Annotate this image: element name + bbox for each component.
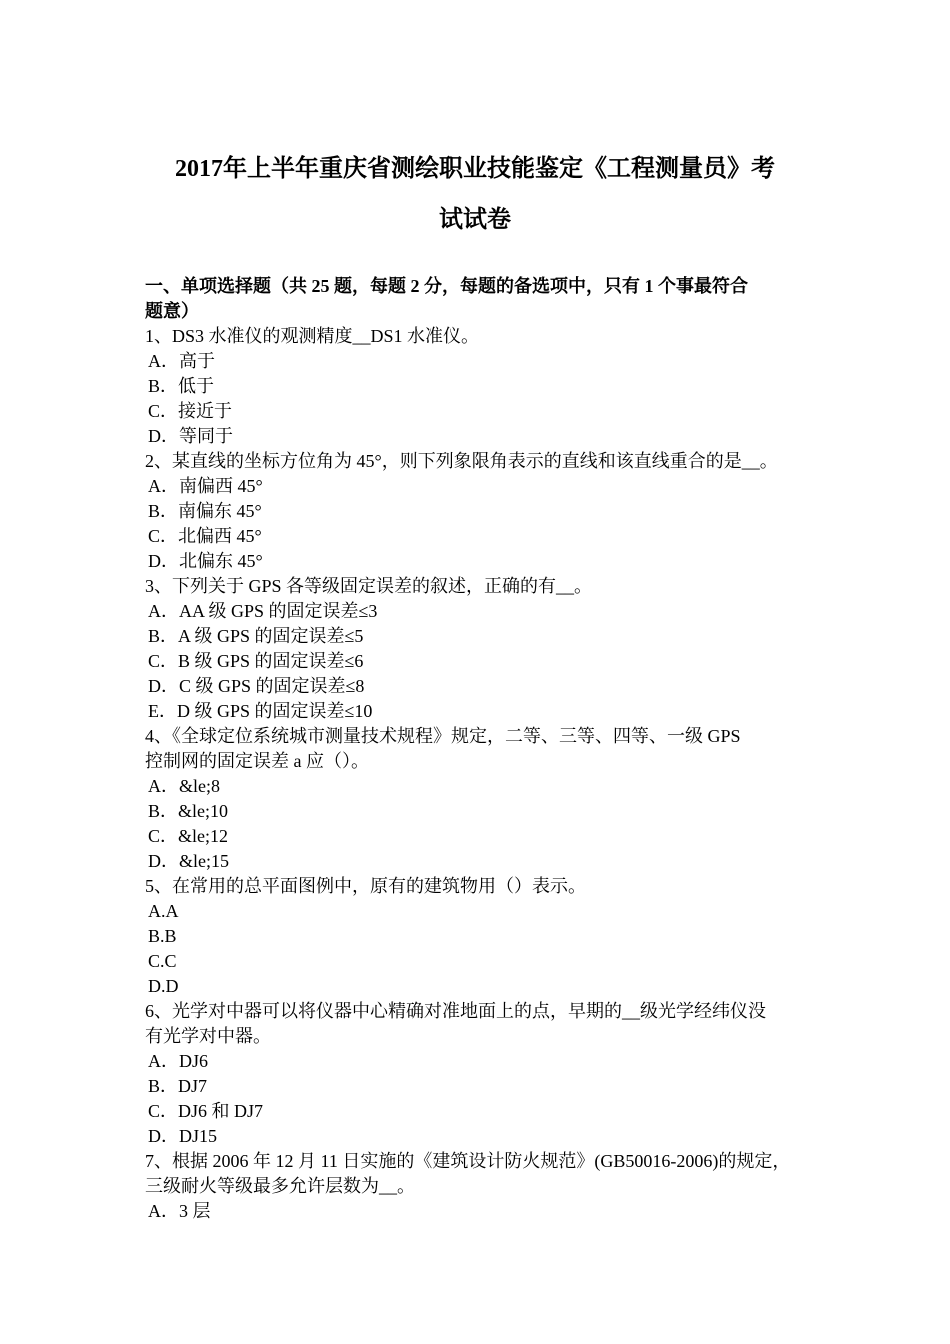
question-3-option-c: C．B 级 GPS 的固定误差≤6 bbox=[148, 651, 364, 671]
question-7-text-line-1: 7、根据 2006 年 12 月 11 日实施的《建筑设计防火规范》(GB50016-2006)的规定， bbox=[145, 1151, 791, 1171]
section-heading-line-2: 题意） bbox=[145, 301, 199, 321]
question-2-option-b: B．南偏东 45° bbox=[148, 501, 262, 521]
question-2-option-d: D．北偏东 45° bbox=[148, 551, 263, 571]
question-1-text: 1、DS3 水准仪的观测精度__DS1 水准仪。 bbox=[145, 326, 480, 346]
question-4-text-line-2: 控制网的固定误差 a 应（）。 bbox=[145, 751, 369, 771]
question-5-option-b: B.B bbox=[148, 926, 177, 946]
question-1-option-c: C．接近于 bbox=[148, 401, 233, 421]
question-2-text: 2、某直线的坐标方位角为 45°，则下列象限角表示的直线和该直线重合的是__。 bbox=[145, 451, 778, 471]
section-heading-line-1: 一、单项选择题（共 25 题，每题 2 分，每题的备选项中，只有 1 个事最符合 bbox=[145, 276, 748, 296]
question-4-option-b: B．&le;10 bbox=[148, 801, 228, 821]
question-6-text-line-1: 6、光学对中器可以将仪器中心精确对准地面上的点，早期的__级光学经纬仪没 bbox=[145, 1001, 766, 1021]
question-6-option-b: B．DJ7 bbox=[148, 1076, 208, 1096]
question-1-option-d: D．等同于 bbox=[148, 426, 233, 446]
question-1-option-b: B．低于 bbox=[148, 376, 215, 396]
question-6-option-c: C．DJ6 和 DJ7 bbox=[148, 1101, 264, 1121]
question-5-text: 5、在常用的总平面图例中，原有的建筑物用（）表示。 bbox=[145, 876, 586, 896]
question-2-option-c: C．北偏西 45° bbox=[148, 526, 262, 546]
question-4-option-c: C．&le;12 bbox=[148, 826, 228, 846]
question-5-option-a: A.A bbox=[148, 901, 179, 921]
question-6-option-a: A．DJ6 bbox=[148, 1051, 209, 1071]
question-5-option-c: C.C bbox=[148, 951, 177, 971]
question-6-option-d: D．DJ15 bbox=[148, 1126, 218, 1146]
question-3-option-e: E．D 级 GPS 的固定误差≤10 bbox=[148, 701, 373, 721]
document-body bbox=[145, 274, 825, 1224]
question-7-option-a: A．3 层 bbox=[148, 1201, 211, 1221]
question-7-text-line-2: 三级耐火等级最多允许层数为__。 bbox=[145, 1176, 415, 1196]
question-3-text: 3、下列关于 GPS 各等级固定误差的叙述，正确的有__。 bbox=[145, 576, 593, 596]
document-title-line-2: 试试卷 bbox=[439, 207, 511, 233]
question-3-option-b: B．A 级 GPS 的固定误差≤5 bbox=[148, 626, 364, 646]
question-4-option-a: A．&le;8 bbox=[148, 776, 220, 796]
question-3-option-a: A．AA 级 GPS 的固定误差≤3 bbox=[148, 601, 378, 621]
question-5-option-d: D.D bbox=[148, 976, 179, 996]
question-2-option-a: A．南偏西 45° bbox=[148, 476, 263, 496]
question-1-option-a: A．高于 bbox=[148, 351, 215, 371]
document-title-line-1: 2017年上半年重庆省测绘职业技能鉴定《工程测量员》考 bbox=[175, 156, 775, 182]
question-4-option-d: D．&le;15 bbox=[148, 851, 229, 871]
question-6-text-line-2: 有光学对中器。 bbox=[145, 1026, 271, 1046]
question-4-text-line-1: 4、《全球定位系统城市测量技术规程》规定，二等、三等、四等、一级 GPS bbox=[145, 726, 741, 746]
question-3-option-d: D．C 级 GPS 的固定误差≤8 bbox=[148, 676, 365, 696]
